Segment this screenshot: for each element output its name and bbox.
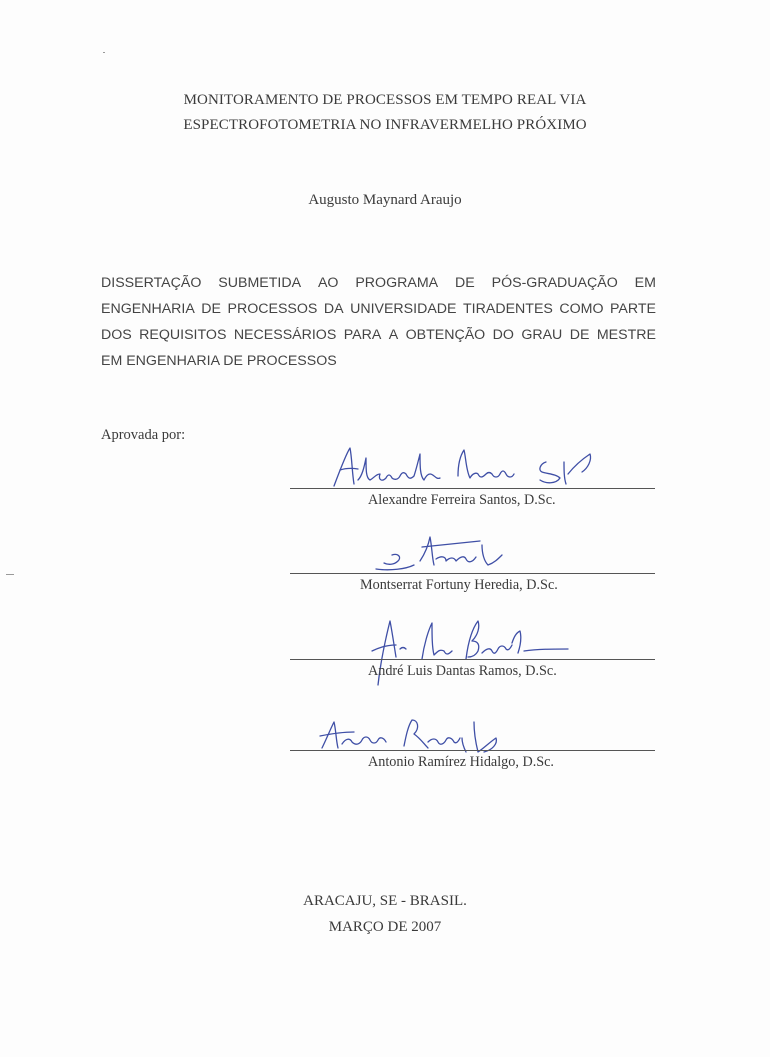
footer-location: ARACAJU, SE - BRASIL.: [303, 893, 467, 909]
signature-line-2: [290, 573, 655, 574]
statement-word: PROGRAMA: [355, 275, 439, 291]
statement-word: DISSERTAÇÃO: [101, 275, 202, 291]
signatory-2: [290, 525, 655, 595]
signatory-name-1: Alexandre Ferreira Santos, D.Sc.: [368, 492, 556, 508]
signatory-name-4: Antonio Ramírez Hidalgo, D.Sc.: [368, 754, 554, 770]
statement-word: PÓS-GRADUAÇÃO: [491, 275, 618, 291]
handwritten-signature-1: [328, 440, 598, 490]
handwritten-signature-3: [362, 611, 582, 693]
statement-word: OBTENÇÃO: [405, 327, 486, 343]
statement-word: PROCESSOS: [227, 301, 318, 317]
statement-word: EM ENGENHARIA DE PROCESSOS: [101, 353, 337, 369]
statement-line-4: [101, 348, 656, 374]
signatory-name-3: André Luis Dantas Ramos, D.Sc.: [368, 663, 557, 679]
signature-line-1: [290, 488, 655, 489]
scan-speck: [103, 52, 105, 53]
submission-statement: [101, 270, 656, 374]
statement-word: DA: [323, 301, 344, 317]
statement-word: DE: [201, 301, 222, 317]
signature-line-3: [290, 659, 655, 660]
statement-line-2: [101, 296, 656, 322]
statement-line-1: [101, 270, 656, 296]
statement-word: REQUISITOS: [139, 327, 227, 343]
title-line-2: ESPECTROFOTOMETRIA NO INFRAVERMELHO PRÓXIMO: [183, 117, 587, 133]
footer-date: MARÇO DE 2007: [328, 919, 442, 935]
statement-word: AO: [317, 275, 339, 291]
handwritten-signature-2: [370, 525, 520, 577]
statement-line-3: [101, 322, 656, 348]
statement-word: EM: [634, 275, 656, 291]
author-name: Augusto Maynard Araujo: [308, 192, 462, 208]
signatory-4: [290, 702, 655, 772]
statement-word: ENGENHARIA: [101, 301, 195, 317]
statement-word: DE: [455, 275, 475, 291]
approved-by-label: Aprovada por:: [101, 427, 186, 443]
statement-word: SUBMETIDA: [218, 275, 302, 291]
statement-word: COMO: [559, 301, 604, 317]
footer: [0, 888, 770, 940]
title-line-1: MONITORAMENTO DE PROCESSOS EM TEMPO REAL VIA: [183, 92, 587, 108]
statement-word: PARA: [343, 327, 382, 343]
dissertation-title: [0, 88, 770, 138]
statement-word: GRAU: [521, 327, 563, 343]
statement-word: PARTE: [609, 301, 656, 317]
statement-word: MESTRE: [596, 327, 656, 343]
signatory-1: [290, 440, 655, 510]
statement-word: DOS: [101, 327, 132, 343]
statement-word: DO: [492, 327, 514, 343]
signatory-3: [290, 611, 655, 691]
signature-line-4: [290, 750, 655, 751]
statement-word: UNIVERSIDADE: [350, 301, 457, 317]
statement-word: NECESSÁRIOS: [233, 327, 337, 343]
scan-speck: [6, 574, 14, 575]
statement-word: DE: [569, 327, 590, 343]
statement-word: A: [388, 327, 399, 343]
signatory-name-2: Montserrat Fortuny Heredia, D.Sc.: [360, 577, 558, 593]
statement-word: TIRADENTES: [463, 301, 553, 317]
